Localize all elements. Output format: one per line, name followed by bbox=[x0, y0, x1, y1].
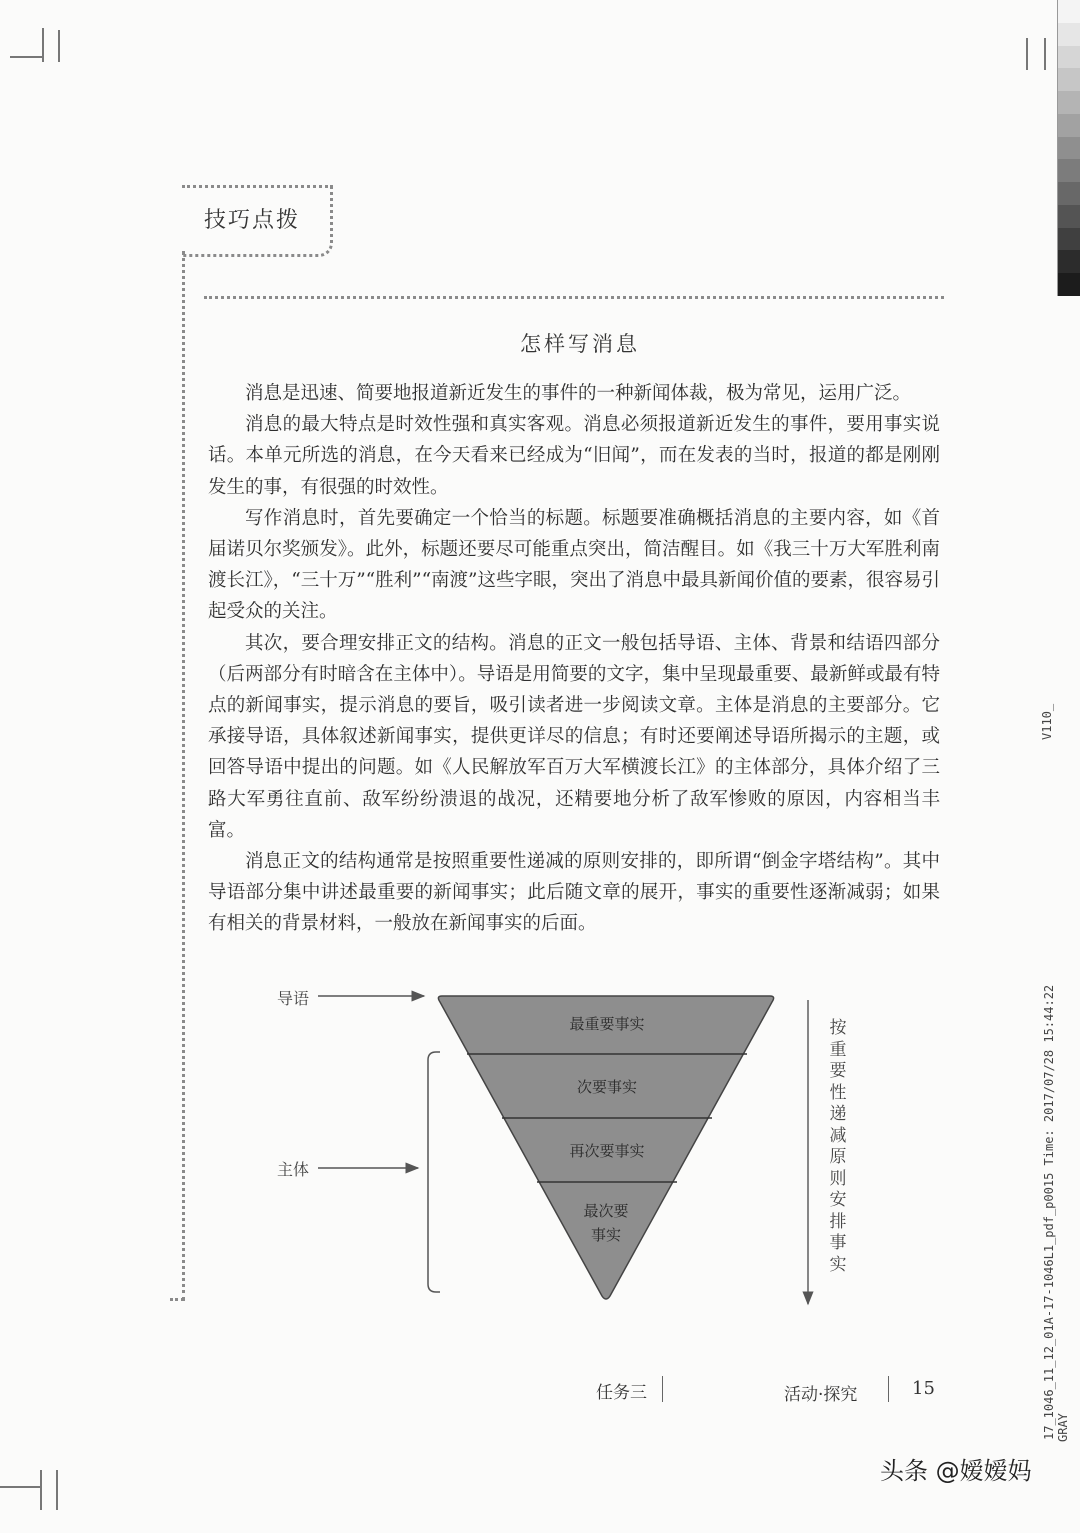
level-label: 次要事实 bbox=[576, 1078, 638, 1096]
footer-section: 活动·探究 bbox=[784, 1385, 858, 1405]
print-code-long: 17_1046_11_12_01A-17-1046L1_pdf_p0015 Time: 2017/07/28 15:44:22 bbox=[1042, 984, 1056, 1440]
level-label: 再次要事实 bbox=[569, 1142, 645, 1160]
article-title: 怎样写消息 bbox=[520, 332, 640, 356]
arrow-caption: 按重要性递减原则安排事实 bbox=[829, 1018, 847, 1275]
body-bracket bbox=[428, 1052, 440, 1292]
watermark: 头条 @嫒嫒妈 bbox=[880, 1457, 1032, 1485]
frame-bottom-edge bbox=[170, 1298, 184, 1301]
print-code-short: V110_ bbox=[1040, 703, 1054, 740]
page-number: 15 bbox=[912, 1378, 935, 1399]
print-code-gray: GRAY bbox=[1056, 1413, 1070, 1442]
paragraph: 消息是迅速、简要地报道新近发生的事件的一种新闻体裁，极为常见，运用广泛。 bbox=[245, 383, 912, 404]
level-label: 最次要 bbox=[583, 1202, 629, 1220]
section-label: 技巧点拨 bbox=[204, 208, 301, 233]
lead-label: 导语 bbox=[277, 989, 310, 1008]
footer-task: 任务三 bbox=[596, 1383, 647, 1403]
paragraph: 其次，要合理安排正文的结构。消息的正文一般包括导语、主体、背景和结语四部分（后两部分有时暗含在主体中）。导语是用简要的文字，集中呈现最重要、最新鲜或最有特点的新闻事实，提示消息的要旨，吸引读者进一步阅读文章。主体是消息的主要部分。它承接导语，具体叙述新闻事实，提供更详尽的信息；有时还要阐述导语所揭示的主题，或回答导语中提出的问题。如《人民解放军百万大军横渡长江》的主体部分，具体介绍了三路大军勇往直前、敌军纷纷溃退的战况，还精要地分析了敌军惨败的原因，内容相当丰富。 bbox=[208, 632, 940, 841]
level-label: 事实 bbox=[590, 1226, 622, 1244]
footer-divider bbox=[888, 1376, 889, 1402]
body-label: 主体 bbox=[277, 1160, 310, 1179]
paragraph: 消息正文的结构通常是按照重要性递减的原则安排的，即所谓“倒金字塔结构”。其中导语部分集中讲述最重要的新闻事实；此后随文章的展开，事实的重要性逐渐减弱；如果有相关的背景材料，一般放在新闻事实的后面。 bbox=[208, 851, 940, 935]
paragraph: 写作消息时，首先要确定一个恰当的标题。标题要准确概括消息的主要内容，如《首届诺贝尔奖颁发》。此外，标题还要尽可能重点突出，简洁醒目。如《我三十万大军胜利南渡长江》，“三十万”“胜利”“南渡”这些字眼，突出了消息中最具新闻价值的要素，很容易引起受众的关注。 bbox=[208, 507, 940, 623]
footer-divider bbox=[662, 1376, 663, 1402]
level-label: 最重要事实 bbox=[569, 1015, 645, 1033]
paragraph: 消息的最大特点是时效性强和真实客观。消息必须报道新近发生的事件，要用事实说话。本单元所选的消息，在今天看来已经成为“旧闻”，而在发表的当时，报道的都是刚刚发生的事，有很强的时效性。 bbox=[208, 414, 940, 498]
